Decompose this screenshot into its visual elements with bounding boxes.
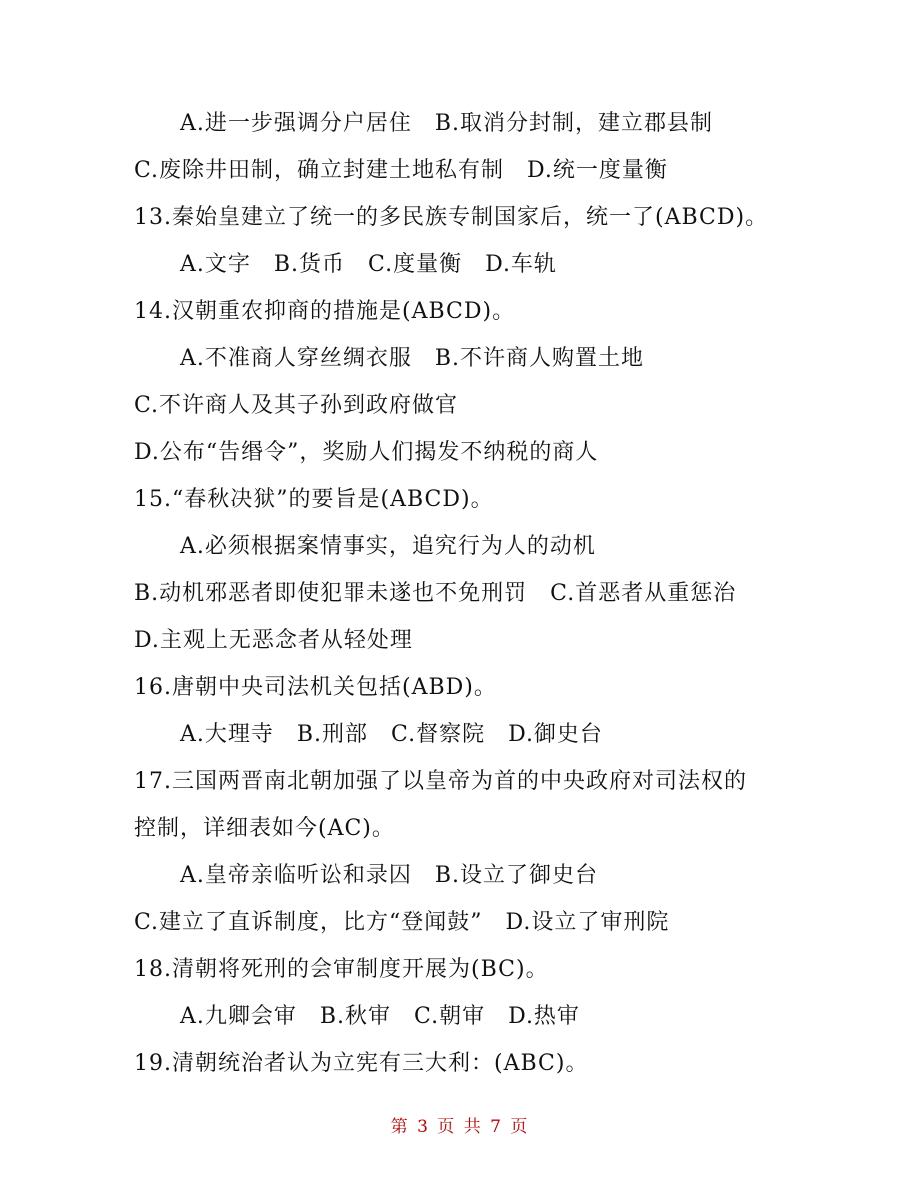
option-line: C.建立了直诉制度，比方“登闻鼓” D.设立了审刑院: [134, 910, 670, 935]
option-line: A.大理寺 B.刑部 C.督察院 D.御史台: [180, 722, 603, 747]
question-14: 14.汉朝重农抑商的措施是(ABCD)。: [134, 299, 516, 324]
option-line: A.不准商人穿丝绸衣服 B.不许商人购置土地: [180, 346, 645, 371]
option-line: C.废除井田制，确立封建土地私有制 D.统一度量衡: [134, 158, 668, 183]
question-19: 19.清朝统治者认为立宪有三大利：(ABC)。: [134, 1051, 589, 1076]
option-line: A.九卿会审 B.秋审 C.朝审 D.热审: [180, 1004, 580, 1029]
question-17-continued: 控制，详细表如今(AC)。: [134, 816, 395, 841]
option-line: A.必须根据案情事实，追究行为人的动机: [180, 534, 596, 559]
option-line: A.皇帝亲临听讼和录囚 B.设立了御史台: [180, 863, 599, 888]
option-line: A.进一步强调分户居住 B.取消分封制，建立郡县制: [180, 111, 714, 136]
option-line: D.公布“告缗令”，奖励人们揭发不纳税的商人: [134, 440, 599, 465]
question-15: 15.“春秋决狱”的要旨是(ABCD)。: [134, 487, 494, 512]
question-16: 16.唐朝中央司法机关包括(ABD)。: [134, 675, 497, 700]
question-18: 18.清朝将死刑的会审制度开展为(BC)。: [134, 957, 549, 982]
option-line: A.文字 B.货币 C.度量衡 D.车轨: [180, 252, 557, 277]
question-13: 13.秦始皇建立了统一的多民族专制国家后，统一了(ABCD)。: [134, 205, 769, 230]
option-line: B.动机邪恶者即使犯罪未遂也不免刑罚 C.首恶者从重惩治: [134, 581, 737, 606]
option-line: D.主观上无恶念者从轻处理: [134, 628, 413, 653]
option-line: C.不许商人及其子孙到政府做官: [134, 393, 459, 418]
question-17: 17.三国两晋南北朝加强了以皇帝为首的中央政府对司法权的: [134, 769, 747, 794]
page-number-footer: 第 3 页 共 7 页: [390, 1117, 530, 1137]
